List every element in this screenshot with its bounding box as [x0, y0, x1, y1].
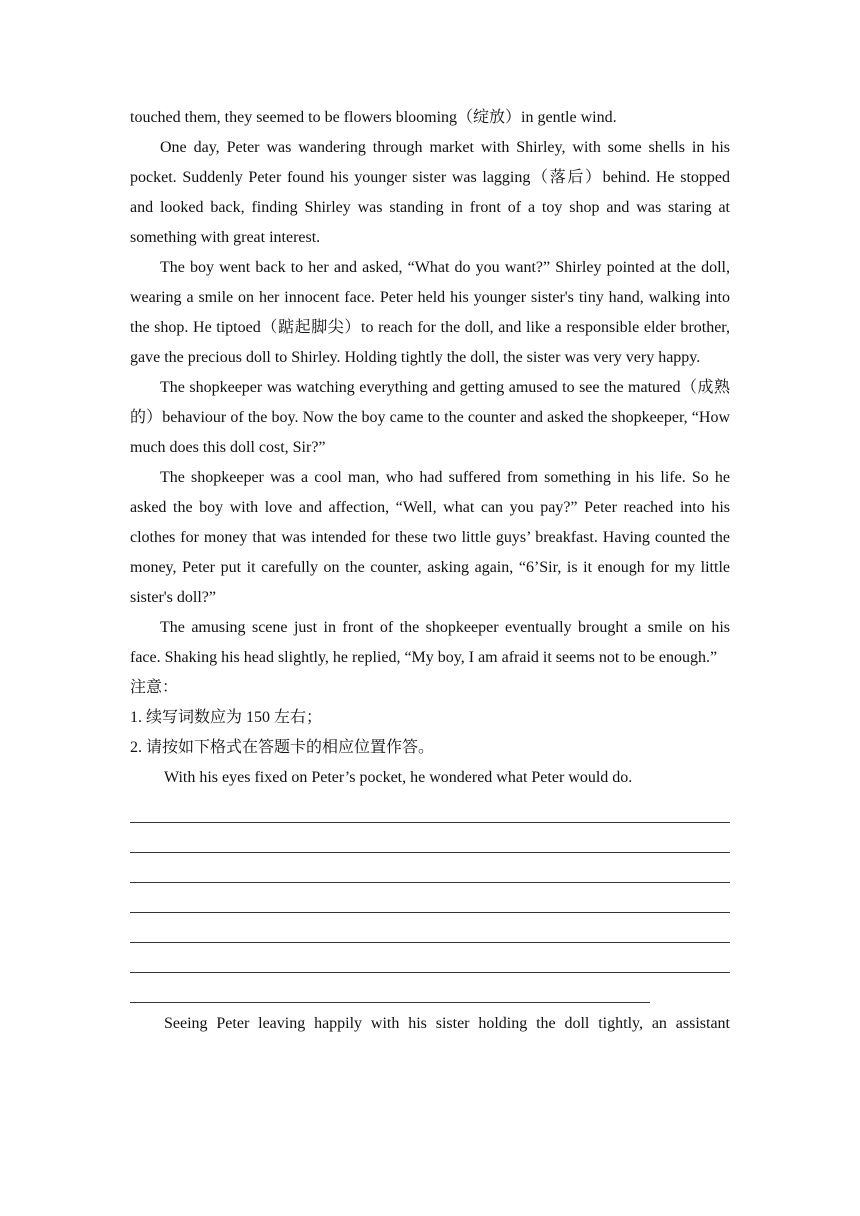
- paragraph-3: The boy went back to her and asked, “What do you want?” Shirley pointed at the doll, wearing a smile on her innocent face. Peter held his younger sister's tiny hand, walking into the shop. He tiptoed（踮起脚尖）to reach for the doll, and like a responsible elder brother, gave the precious doll to Shirley. Holding tightly the doll, the sister was very very happy.: [130, 259, 730, 366]
- notes-heading: 注意：: [130, 679, 179, 696]
- paragraph-4: The shopkeeper was watching everything and getting amused to see the matured（成熟的）behaviour of the boy. Now the boy came to the counter and asked the shopkeeper, “How much does this doll cost, Sir?”: [130, 379, 730, 456]
- answer-line-short[interactable]: [130, 973, 650, 1003]
- answer-line[interactable]: [130, 883, 730, 913]
- answer-line[interactable]: [130, 853, 730, 883]
- answer-line[interactable]: [130, 823, 730, 853]
- continuation-prompt-1: With his eyes fixed on Peter’s pocket, he wondered what Peter would do.: [164, 769, 633, 786]
- answer-lines-section: [130, 793, 730, 1003]
- notes-item-1: 1. 续写词数应为 150 左右；: [130, 709, 323, 726]
- document-page: [130, 103, 730, 1039]
- continuation-prompt-2: Seeing Peter leaving happily with his sister holding the doll tightly, an assistant: [164, 1015, 730, 1032]
- paragraph-6: The amusing scene just in front of the shopkeeper eventually brought a smile on his face. Shaking his head slightly, he replied, “My boy, I am afraid it seems not to be enough.”: [130, 619, 730, 666]
- notes-item-2: 2. 请按如下格式在答题卡的相应位置作答。: [130, 739, 435, 756]
- answer-line[interactable]: [130, 793, 730, 823]
- answer-line[interactable]: [130, 943, 730, 973]
- paragraph-2: One day, Peter was wandering through market with Shirley, with some shells in his pocket. Suddenly Peter found his younger sister was lagging（落后）behind. He stopped and looked back, finding Shirley was standing in front of a toy shop and was staring at something with great interest.: [130, 139, 730, 246]
- paragraph-1: touched them, they seemed to be flowers blooming（绽放）in gentle wind.: [130, 109, 617, 126]
- answer-line[interactable]: [130, 913, 730, 943]
- paragraph-5: The shopkeeper was a cool man, who had suffered from something in his life. So he asked the boy with love and affection, “Well, what can you pay?” Peter reached into his clothes for money that was intended for these two little guys’ breakfast. Having counted the money, Peter put it carefully on the counter, asking again, “6’Sir, is it enough for my little sister's doll?”: [130, 469, 730, 606]
